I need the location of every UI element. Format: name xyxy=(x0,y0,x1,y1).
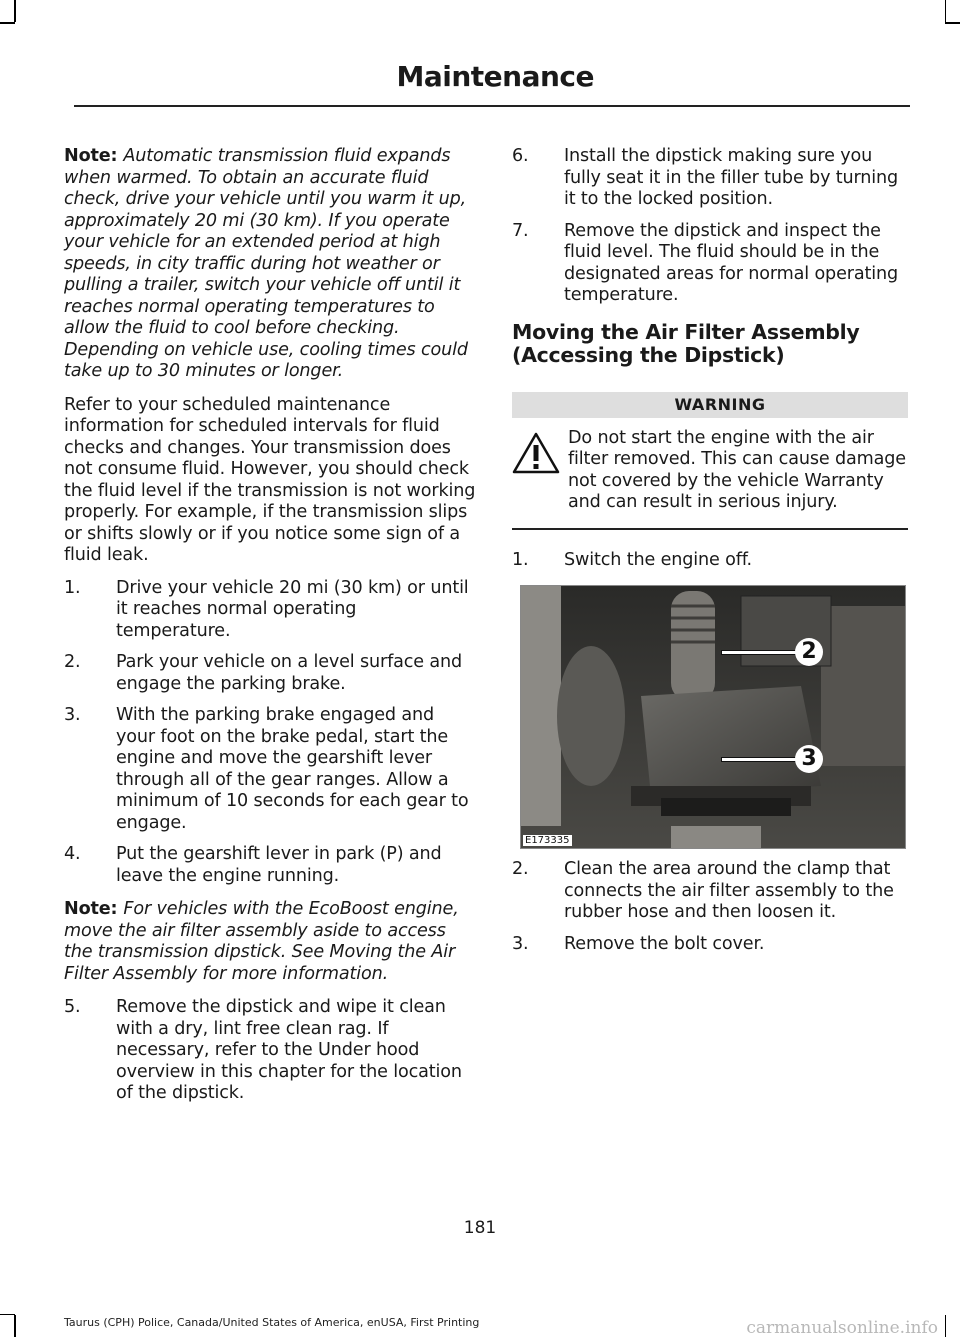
crop-mark xyxy=(945,1315,947,1337)
step-number: 2. xyxy=(512,859,529,879)
crop-mark xyxy=(0,1314,15,1316)
warning-box xyxy=(512,428,908,530)
step-text: Drive your vehicle 20 mi (30 km) or until it reaches normal operating temperature. xyxy=(116,577,469,641)
steps-list-d xyxy=(512,550,908,572)
step-text: Remove the bolt cover. xyxy=(564,933,765,954)
callout-label-2: 2 xyxy=(795,638,823,666)
step-text: Put the gearshift lever in park (P) and leave the engine running. xyxy=(116,844,442,886)
list-item xyxy=(64,705,476,834)
list-item xyxy=(512,221,908,307)
note-transmission-fluid xyxy=(64,146,476,383)
steps-list-b xyxy=(64,997,476,1105)
section-heading: Moving the Air Filter Assembly (Accessing the Dipstick) xyxy=(512,319,860,367)
note-text: For vehicles with the EcoBoost engine, move the air filter assembly aside to access the transmission dipstick. See Moving the Air Filter Assembly for more information. xyxy=(64,899,459,984)
crop-mark xyxy=(14,1315,16,1337)
step-text: Clean the area around the clamp that connects the air filter assembly to the rubber hose and then loosen it. xyxy=(564,859,894,922)
crop-mark xyxy=(945,22,960,24)
note-label: Note: xyxy=(64,899,124,919)
note-ecoboost xyxy=(64,899,476,985)
list-item xyxy=(64,578,476,643)
step-number: 2. xyxy=(64,652,81,672)
note-text: Automatic transmission fluid expands when warmed. To obtain an accurate fluid check, drive your vehicle until you warm it up, approximately 20 mi (30 km). If you operate your vehicle for an extended period at high speeds, in city traffic during hot weather or pulling a trailer, switch your vehicle off until it reaches normal operating temperatures to allow the fluid to cool before checking. Depending on vehicle use, cooling times could take up to 30 minutes or longer. xyxy=(64,146,468,381)
note-label: Note: xyxy=(64,146,124,166)
list-item xyxy=(512,859,908,924)
crop-mark xyxy=(14,0,16,22)
callout-leader-2 xyxy=(721,650,797,655)
step-text: Switch the engine off. xyxy=(564,549,752,570)
callout-label-3: 3 xyxy=(795,745,823,773)
step-text: Remove the dipstick and inspect the fluid level. The fluid should be in the designated areas for normal operating temperature. xyxy=(564,220,898,305)
step-text: With the parking brake engaged and your foot on the brake pedal, start the engine and move the gearshift lever through all of the gear ranges. Allow a minimum of 10 seconds for each gear to engage. xyxy=(116,705,469,833)
list-item xyxy=(512,934,908,956)
list-item xyxy=(512,550,908,572)
right-column xyxy=(512,146,908,967)
page-header-title: Maintenance xyxy=(396,60,594,93)
steps-list-e xyxy=(512,859,908,955)
list-item xyxy=(64,997,476,1105)
step-number: 1. xyxy=(512,549,529,570)
step-number: 4. xyxy=(64,844,81,864)
watermark: carmanualsonline.info xyxy=(746,1318,938,1338)
page-number: 181 xyxy=(463,1218,497,1238)
figure-code: E173335 xyxy=(525,835,570,846)
step-number: 6. xyxy=(512,146,529,166)
step-number: 3. xyxy=(64,705,81,725)
step-number: 3. xyxy=(512,933,529,954)
crop-mark xyxy=(945,0,947,22)
step-number: 7. xyxy=(512,220,529,241)
crop-mark xyxy=(0,22,15,24)
step-number: 5. xyxy=(64,997,81,1017)
list-item xyxy=(512,146,908,211)
body-paragraph: Refer to your scheduled maintenance information for scheduled intervals for fluid checks and changes. Your transmission does not consume fluid. However, you should check the fluid level if the transmission is not working properly. For example, if the transmission slips or shifts slowly or if you notice some sign of a fluid leak. xyxy=(64,394,476,565)
list-item xyxy=(64,844,476,887)
warning-triangle-icon xyxy=(512,432,560,474)
left-column xyxy=(64,146,476,1117)
publication-footer: Taurus (CPH) Police, Canada/United States of America, enUSA, First Printing xyxy=(64,1316,480,1329)
header-divider xyxy=(74,105,910,107)
step-text: Remove the dipstick and wipe it clean with a dry, lint free clean rag. If necessary, refer to the Under hood overview in this chapter for the location of the dipstick. xyxy=(116,997,462,1103)
step-number: 1. xyxy=(64,577,81,598)
engine-photo xyxy=(521,586,905,848)
warning-text-body: Do not start the engine with the air filter removed. This can cause damage not covered by the vehicle Warranty and can result in serious injury. xyxy=(568,427,906,512)
step-text: Park your vehicle on a level surface and engage the parking brake. xyxy=(116,652,463,694)
warning-label: WARNING xyxy=(512,392,908,418)
callout-leader-3 xyxy=(721,757,797,762)
step-text: Install the dipstick making sure you fully seat it in the filler tube by turning it to the locked position. xyxy=(564,146,899,209)
steps-list-c xyxy=(512,146,908,307)
warning-text xyxy=(512,428,908,514)
list-item xyxy=(64,652,476,695)
engine-photo-figure xyxy=(520,585,906,849)
steps-list-a xyxy=(64,578,476,888)
